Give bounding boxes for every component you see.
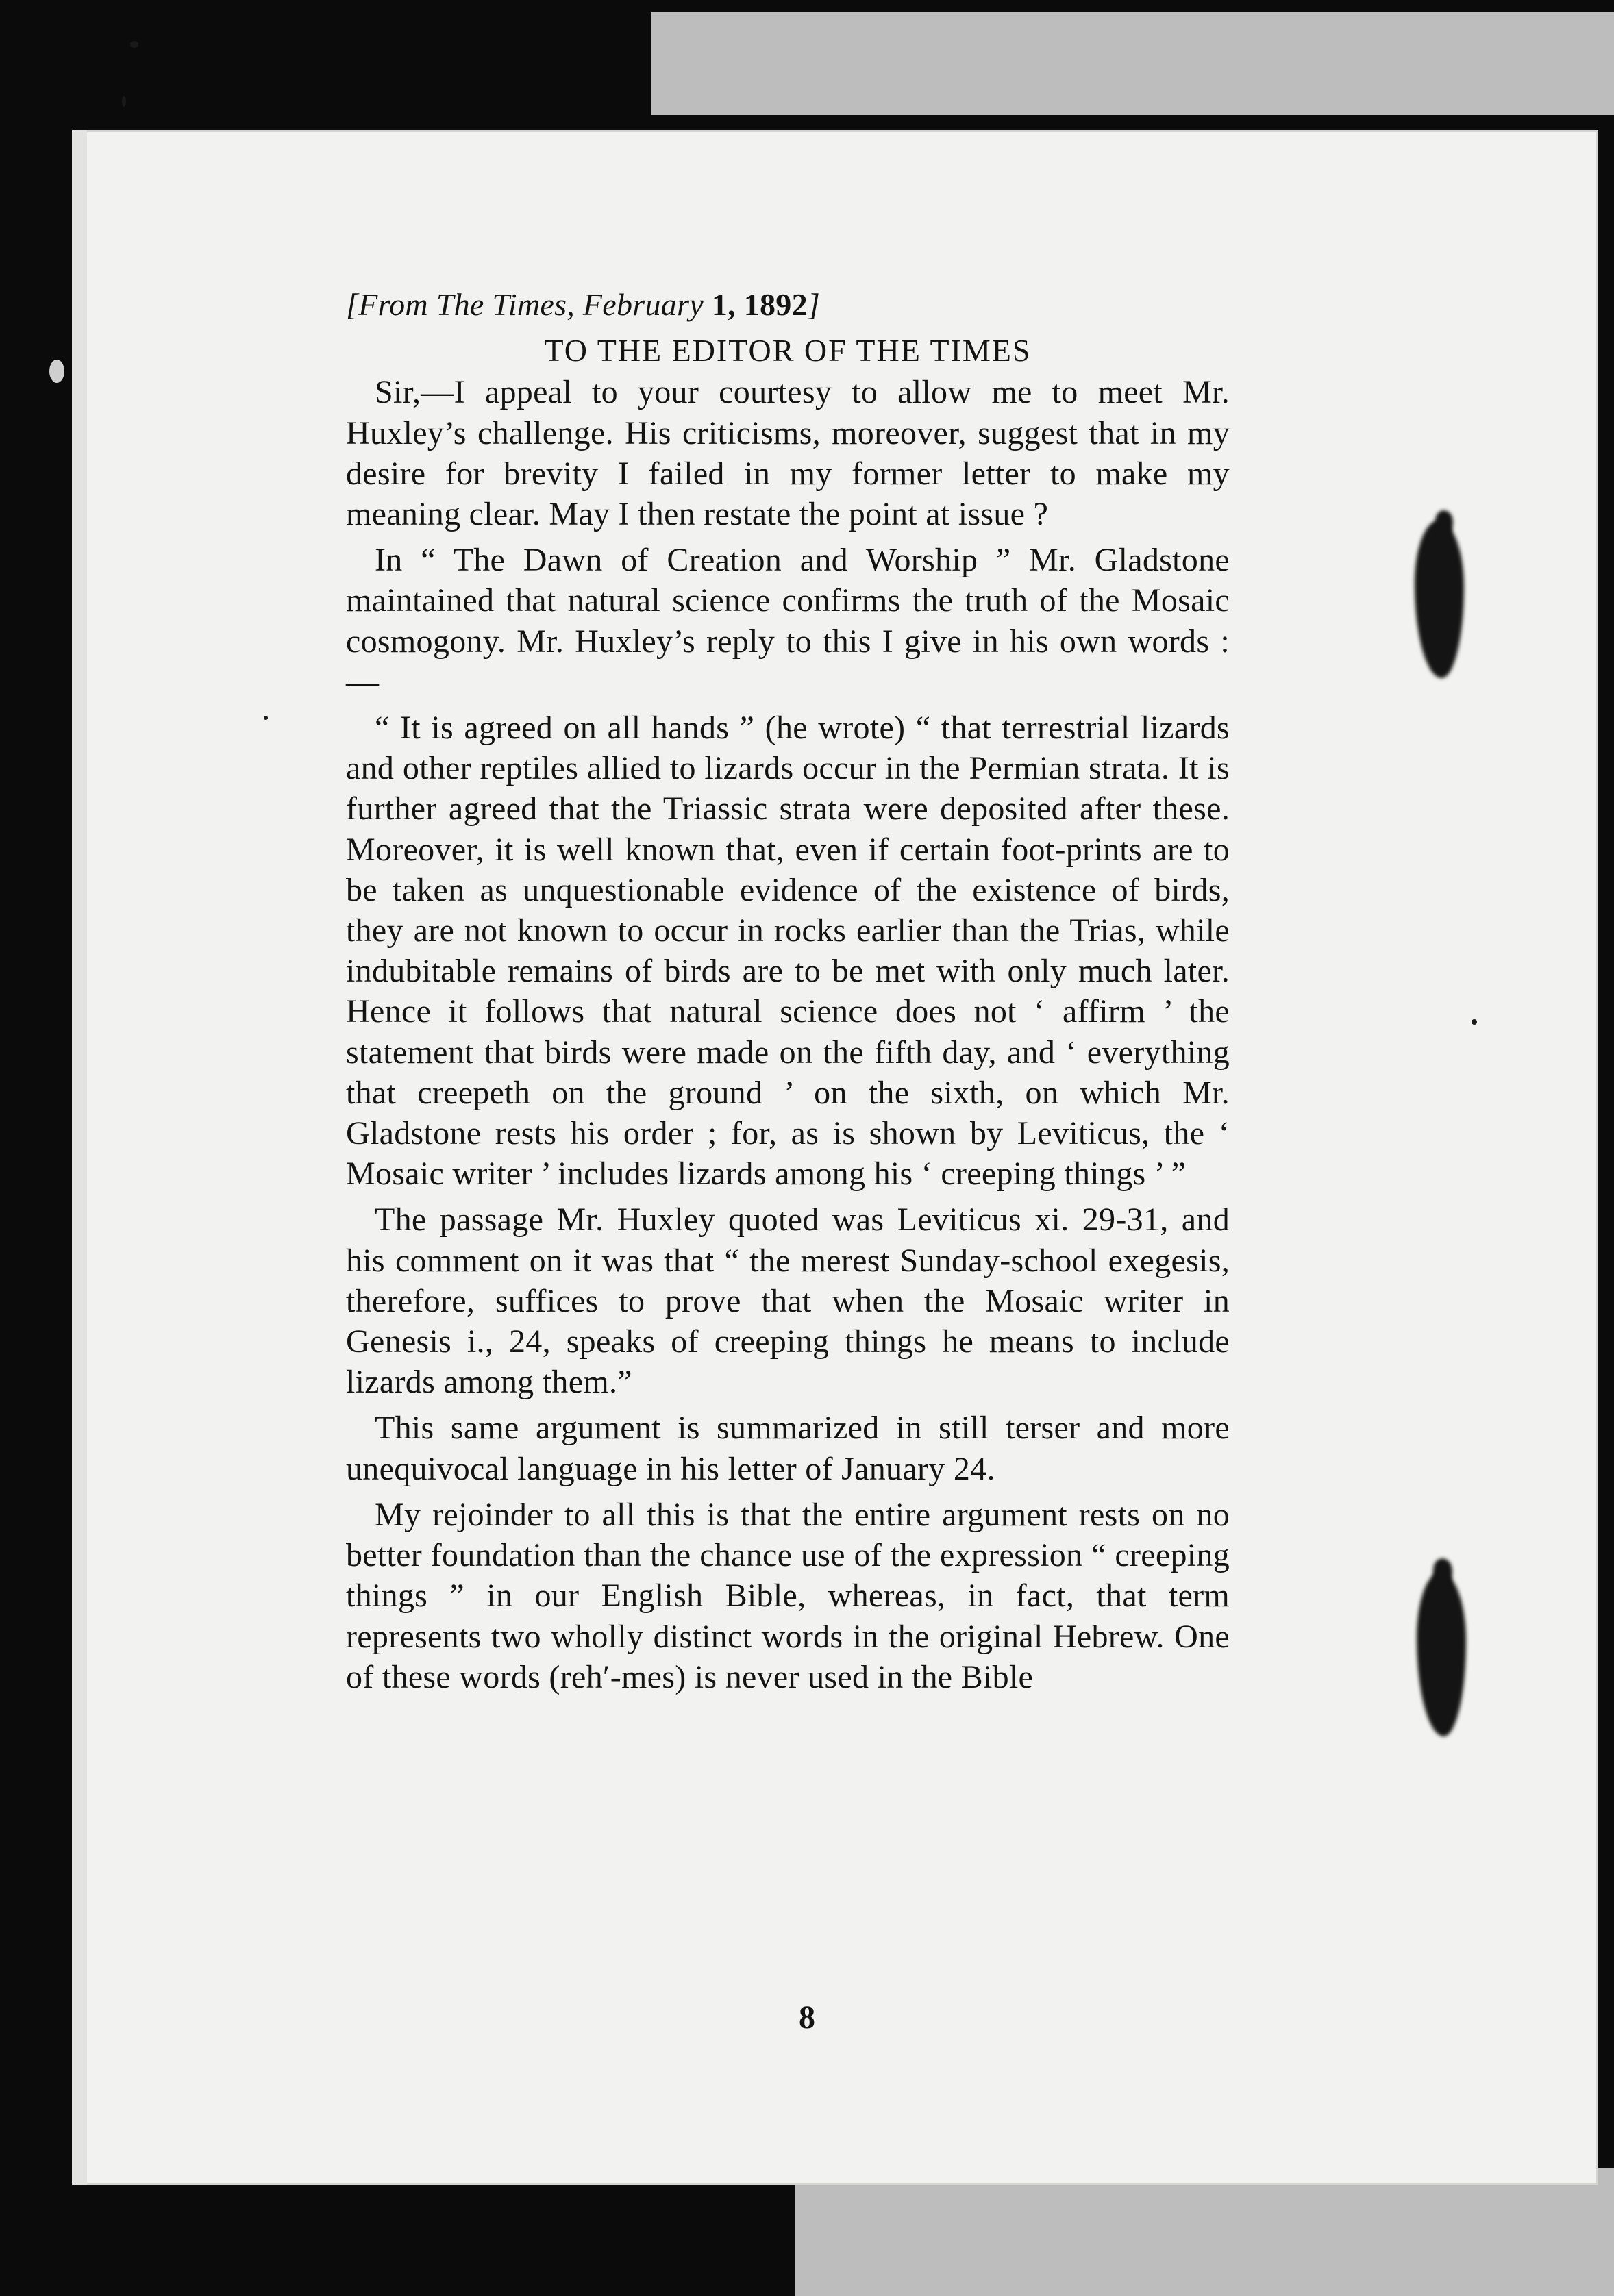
paragraph-4: The passage Mr. Huxley quoted was Leviticus xi. 29-31, and his comment on it was that “ the merest Sunday-school exegesis, therefore, suffices to prove that when the Mosaic writer in Genesis i., 24, speaks of creeping things he means to include lizards among them.” [346,1201,1230,1401]
article-text [346,284,1230,1703]
scan-speck [264,716,268,720]
scan-speck [122,96,126,107]
page-number: 8 [799,1999,815,2036]
scan-speck [130,41,138,48]
adjacent-page-strip-bottom [795,2168,1614,2296]
source-line [346,284,1230,325]
adjacent-page-strip-top [651,12,1614,115]
scan-speck [1472,1019,1477,1025]
source-line-suffix: ] [807,287,821,322]
scan-speck [49,360,64,383]
page-edge-shadow [72,130,87,2185]
source-line-date: 1, 1892 [711,287,808,322]
paragraph-1: Sir,—I appeal to your courtesy to allow me to meet Mr. Huxley’s challenge. His criticisms, moreover, suggest that in my desire for brevity I failed in my former letter to make my meaning clear. May I then restate the point at issue ? [346,374,1230,533]
letter-heading: TO THE EDITOR OF THE TIMES [544,333,1032,369]
paragraph-3: “ It is agreed on all hands ” (he wrote) “ that terrestrial lizards and other reptiles allied to lizards occur in the Permian strata. It is further agreed that the Triassic strata were deposited after these. Moreover, it is well known that, even if certain foot-prints are to be taken as unquestionable evidence of the existence of birds, they are not known to occur in rocks earlier than the Trias, while indubitable remains of birds are to be met with only much later. Hence it follows that natural science does not ‘ affirm ’ the statement that birds were made on the fifth day, and ‘ everything that creepeth on the ground ’ on the sixth, on which Mr. Gladstone rests his order ; for, as is shown by Leviticus, the ‘ Mosaic writer ’ includes lizards among his ‘ creeping things ’ ” [346,710,1230,1193]
paragraph-2: In “ The Dawn of Creation and Worship ” Mr. Gladstone maintained that natural science confirms the truth of the Mosaic cosmogony. Mr. Huxley’s reply to this I give in his own words :— [346,542,1230,700]
source-line-prefix: [From The Times, February [346,287,712,322]
paragraph-5: This same argument is summarized in still terser and more unequivocal language in his letter of January 24. [346,1410,1230,1487]
ink-blot [1435,510,1453,538]
paragraph-6: My rejoinder to all this is that the entire argument rests on no better foundation than the chance use of the expression “ creeping things ” in our English Bible, whereas, in fact, that term represents two wholly distinct words in the original Hebrew. One of these words (reh′-mes) is never used in the Bible [346,1496,1230,1695]
